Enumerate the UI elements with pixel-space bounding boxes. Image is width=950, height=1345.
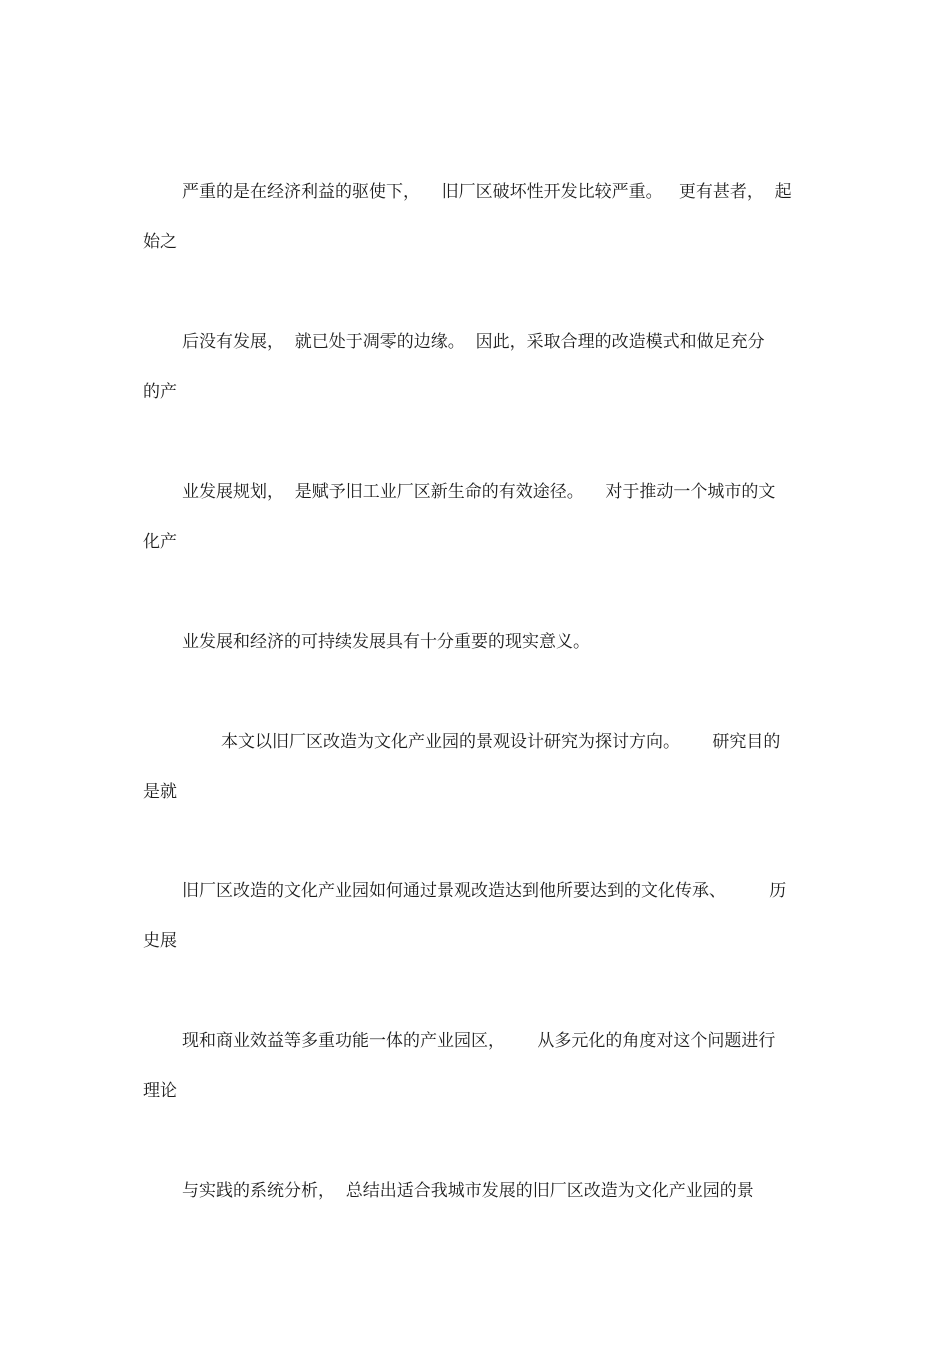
text-line-2: 始之 bbox=[143, 232, 177, 252]
text-line-7: 业发展和经济的可持续发展具有十分重要的现实意义。 bbox=[182, 632, 590, 652]
text-line-14: 与实践的系统分析， 总结出适合我城市发展的旧厂区改造为文化产业园的景 bbox=[182, 1181, 754, 1201]
text-line-4: 的产 bbox=[143, 382, 177, 402]
text-line-3: 后没有发展， 就已处于凋零的边缘。 因此，采取合理的改造模式和做足充分 bbox=[182, 332, 765, 352]
text-line-1: 严重的是在经济利益的驱使下， 旧厂区破坏性开发比较严重。 更有甚者， 起 bbox=[182, 182, 792, 202]
text-line-11: 史展 bbox=[143, 931, 177, 951]
text-line-13: 理论 bbox=[143, 1081, 177, 1101]
text-line-10: 旧厂区改造的文化产业园如何通过景观改造达到他所要达到的文化传承、 历 bbox=[182, 881, 787, 901]
text-line-6: 化产 bbox=[143, 532, 177, 552]
text-line-5: 业发展规划， 是赋予旧工业厂区新生命的有效途径。 对于推动一个城市的文 bbox=[182, 482, 776, 502]
text-line-12: 现和商业效益等多重功能一体的产业园区， 从多元化的角度对这个问题进行 bbox=[182, 1031, 776, 1051]
text-line-9: 是就 bbox=[143, 782, 177, 802]
text-line-8: 本文以旧厂区改造为文化产业园的景观设计研究为探讨方向。 研究目的 bbox=[221, 732, 781, 752]
